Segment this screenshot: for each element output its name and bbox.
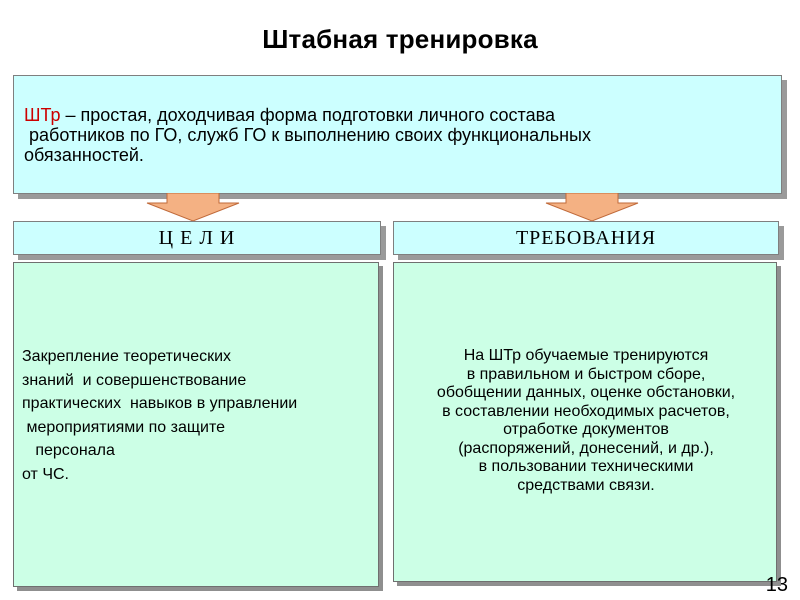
down-arrow-left-icon [143, 193, 243, 223]
requirements-panel [393, 262, 777, 582]
down-arrow-right-icon [542, 193, 642, 223]
requirements-line: средствами связи. [517, 476, 655, 494]
goals-line: персонала [22, 442, 115, 459]
requirements-line: (распоряжений, донесений, и др.), [458, 439, 714, 457]
definition-line-2: работников по ГО, служб ГО к выполнению своих функциональных [24, 125, 591, 145]
requirements-line: в составлении необходимых расчетов, [442, 402, 730, 420]
goals-line: мероприятиями по защите [22, 418, 226, 436]
definition-line-3: обязанностей. [24, 145, 144, 165]
definition-abbr: ШТр [24, 105, 61, 125]
definition-box [13, 75, 782, 194]
requirements-line: обобщении данных, оценке обстановки, [436, 384, 736, 401]
goals-line: от ЧС. [22, 465, 69, 483]
requirements-line: в правильном и быстром сборе, [466, 365, 706, 383]
requirements-text [394, 347, 778, 495]
requirements-line: в пользовании техническими [478, 458, 694, 475]
definition-line-1-text: – простая, доходчивая форма подготовки личного состава [60, 105, 555, 125]
slide-title: Штабная тренировка [262, 24, 538, 54]
requirements-line: На ШТр обучаемые тренируются [463, 347, 709, 364]
goals-text [22, 345, 374, 486]
page-number: 13 [765, 574, 788, 596]
requirements-header: ТРЕБОВАНИЯ [393, 221, 779, 255]
definition-line-1 [24, 105, 764, 125]
goals-header: Ц Е Л И [13, 221, 381, 255]
goals-line: Закрепление теоретических [22, 348, 232, 365]
goals-line: знаний и совершенствование [22, 371, 247, 389]
definition-text [24, 105, 764, 165]
goals-line: практических навыков в управлении [22, 395, 298, 412]
requirements-line: отработке документов [503, 421, 669, 438]
goals-panel [13, 262, 379, 587]
